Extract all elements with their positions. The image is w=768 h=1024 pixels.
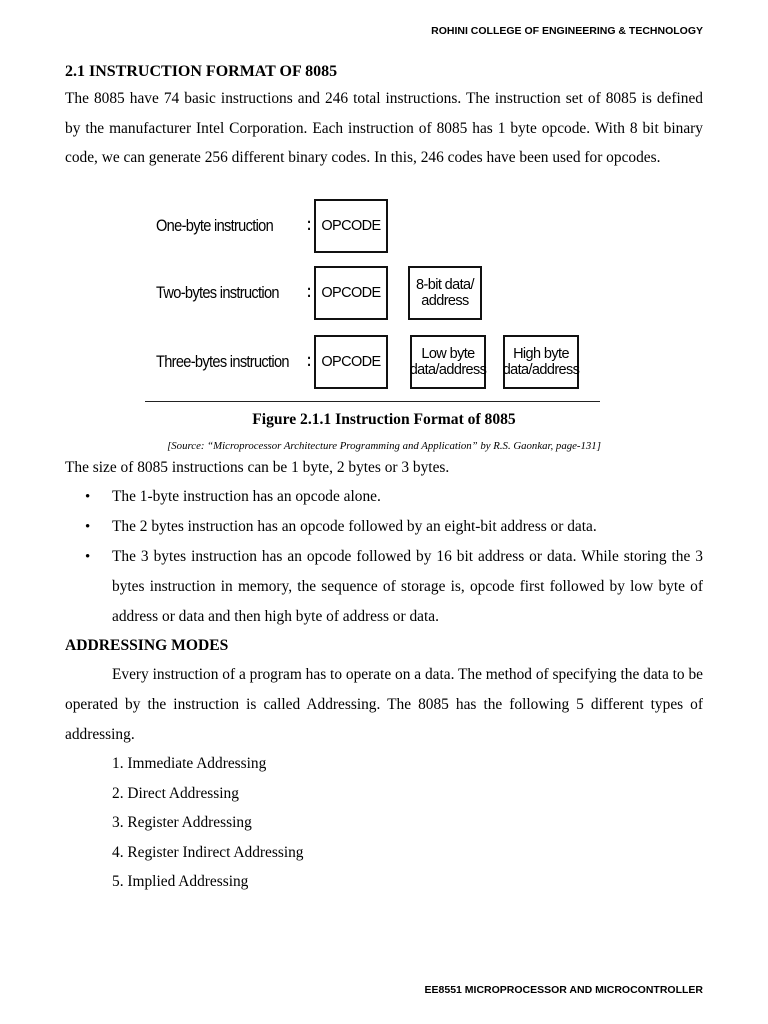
data-address-box: 8-bit data/ address — [408, 266, 482, 320]
figure-row-colon: : — [306, 213, 313, 235]
list-item: • The 1-byte instruction has an opcode alone. — [65, 482, 703, 512]
opcode-box: OPCODE — [314, 335, 388, 389]
low-byte-box: Low byte data/address — [410, 335, 486, 389]
opcode-box: OPCODE — [314, 266, 388, 320]
figure-caption: Figure 2.1.1 Instruction Format of 8085 — [252, 410, 516, 428]
figure-row-colon: : — [306, 280, 313, 302]
figure-source: [Source: “Microprocessor Architecture Programming and Application” by R.S. Gaonkar, page-131] — [167, 439, 601, 452]
page-content — [65, 60, 703, 897]
addressing-intro: Every instruction of a program has to operate on a data. The method of specifying the data to be operated by the instruction is called Addressing. The 8085 has the following 5 different types of addressing. — [65, 666, 703, 743]
opcode-box: OPCODE — [314, 199, 388, 253]
intro-paragraph: The 8085 have 74 basic instructions and 246 total instructions. The instruction set of 8085 is defined by the manufacturer Intel Corporation. Each instruction of 8085 has 1 byte opcode. With 8 bit binary code, we can generate 256 different binary codes. In this, 246 codes have been used for opcodes. — [65, 90, 703, 167]
list-item: 5. Implied Addressing — [112, 873, 249, 891]
list-item: 3. Register Addressing — [112, 814, 252, 832]
figure-row-colon: : — [306, 349, 313, 371]
page-footer: EE8551 MICROPROCESSOR AND MICROCONTROLLER — [424, 984, 703, 996]
instruction-format-figure — [65, 189, 703, 428]
list-item: • The 3 bytes instruction has an opcode followed by 16 bit address or data. While storing the 3 bytes instruction in memory, the sequence of storage is, opcode first followed by low byte of address or data and then high byte of address or data. — [65, 542, 703, 632]
high-byte-box: High byte data/address — [503, 335, 579, 389]
figure-row-label-two-bytes: Two-bytes instruction — [156, 282, 279, 302]
sizes-bullet-list — [65, 482, 703, 632]
list-item: 4. Register Indirect Addressing — [112, 843, 304, 861]
list-item: 1. Immediate Addressing — [112, 755, 267, 773]
section-title: 2.1 INSTRUCTION FORMAT OF 8085 — [65, 63, 338, 80]
addressing-modes-heading: ADDRESSING MODES — [65, 637, 229, 655]
figure-rule — [145, 401, 600, 402]
addressing-modes-list — [65, 749, 703, 897]
sizes-paragraph: The size of 8085 instructions can be 1 byte, 2 bytes or 3 bytes. — [65, 458, 450, 476]
list-item: • The 2 bytes instruction has an opcode followed by an eight-bit address or data. — [65, 512, 703, 542]
figure-row-label-one-byte: One-byte instruction — [156, 215, 274, 235]
figure-row-label-three-bytes: Three-bytes instruction — [156, 351, 289, 371]
page-header: ROHINI COLLEGE OF ENGINEERING & TECHNOLOGY — [431, 25, 703, 37]
list-item: 2. Direct Addressing — [112, 784, 239, 802]
